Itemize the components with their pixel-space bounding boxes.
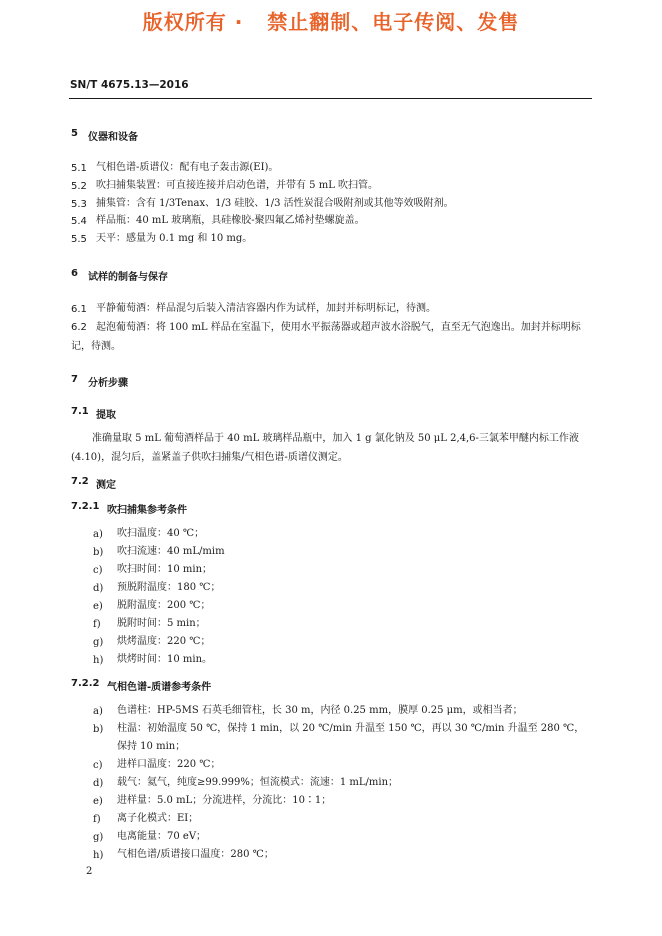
list-item: 烘烤时间：10 min。 xyxy=(117,654,213,665)
section-7-1-number: 7.1 xyxy=(71,406,89,417)
section-7-2-1-number: 7.2.1 xyxy=(71,501,100,512)
list-item: 进样量：5.0 mL；分流进样，分流比：10∶1； xyxy=(117,795,332,806)
section-7-2-number: 7.2 xyxy=(71,476,89,487)
list-label: h) xyxy=(93,850,104,861)
list-item: 离子化模式：EI； xyxy=(117,813,199,824)
item-number: 5.3 xyxy=(71,199,87,210)
list-label: a) xyxy=(93,706,103,717)
list-item: 吹扫时间：10 min； xyxy=(117,564,213,575)
list-label: b) xyxy=(93,547,104,558)
section-7-2-title: 测定 xyxy=(96,480,116,491)
list-label: c) xyxy=(93,760,103,771)
list-item: 吹扫流速：40 mL/mim xyxy=(117,546,225,557)
list-item: 进样口温度：220 ℃； xyxy=(117,759,221,770)
section-5-number: 5 xyxy=(71,128,78,139)
header-rule xyxy=(69,98,592,99)
list-item: 气相色谱/质谱接口温度：280 ℃； xyxy=(117,849,274,860)
item-number: 6.2 xyxy=(71,322,87,333)
section-5-title: 仪器和设备 xyxy=(88,132,138,143)
list-label: g) xyxy=(93,832,104,843)
list-item: 脱附时间：5 min； xyxy=(117,618,206,629)
list-item: 吹扫温度：40 ℃； xyxy=(117,528,205,539)
extraction-paragraph: 准确量取 5 mL 葡萄酒样品于 40 mL 玻璃样品瓶中，加入 1 g 氯化钠及 50 μL 2,4,6-三氯苯甲醚内标工作液(4.10)，混匀后，盖紧盖子供吹扫捕集/气相色谱-质谱仪测定。 xyxy=(71,433,579,463)
item-number: 5.4 xyxy=(71,216,87,227)
item-text: 平静葡萄酒：样品混匀后装入清洁容器内作为试样，加封并标明标记，待测。 xyxy=(96,303,436,314)
list-label: d) xyxy=(93,583,104,594)
copyright-banner: 版权所有 · 禁止翻制、电子传阅、发售 xyxy=(142,10,520,34)
list-label: h) xyxy=(93,655,104,666)
list-item: 载气：氦气，纯度≥99.999%；恒流模式：流速：1 mL/min； xyxy=(117,777,399,788)
list-item: 柱温：初始温度 50 ℃，保持 1 min，以 20 ℃/min 升温至 150 ℃，再以 30 ℃/min 升温至 280 ℃，保持 10 min； xyxy=(117,723,585,752)
item-text: 样品瓶：40 mL 玻璃瓶，具硅橡胶-聚四氟乙烯衬垫螺旋盖。 xyxy=(96,215,365,226)
list-label: e) xyxy=(93,796,103,807)
section-6-number: 6 xyxy=(71,268,78,279)
item-number: 5.1 xyxy=(71,163,87,174)
section-6-title: 试样的制备与保存 xyxy=(88,272,168,283)
list-item: 色谱柱：HP-5MS 石英毛细管柱，长 30 m，内径 0.25 mm，膜厚 0.25 μm，或相当者； xyxy=(117,705,523,716)
list-label: c) xyxy=(93,565,103,576)
list-label: b) xyxy=(93,724,104,735)
page-number: 2 xyxy=(86,866,93,877)
list-item: 电离能量：70 eV； xyxy=(117,831,207,842)
list-label: e) xyxy=(93,601,103,612)
item-number: 6.1 xyxy=(71,304,87,315)
list-item: 脱附温度：200 ℃； xyxy=(117,600,211,611)
list-label: a) xyxy=(93,529,103,540)
list-item: 预脱附温度：180 ℃； xyxy=(117,582,221,593)
item-text: 天平：感量为 0.1 mg 和 10 mg。 xyxy=(96,233,253,244)
item-text: 吹扫捕集装置：可直接连接并启动色谱，并带有 5 mL 吹扫管。 xyxy=(96,180,379,191)
item-text: 捕集管：含有 1/3Tenax、1/3 硅胶、1/3 活性炭混合吸附剂或其他等效吸附剂。 xyxy=(96,198,454,209)
list-label: f) xyxy=(93,814,101,825)
section-7-title: 分析步骤 xyxy=(88,378,128,389)
section-7-1-title: 提取 xyxy=(96,410,116,421)
standard-number: SN/T 4675.13—2016 xyxy=(70,79,189,91)
list-item: 烘烤温度：220 ℃； xyxy=(117,636,211,647)
list-label: g) xyxy=(93,637,104,648)
list-label: f) xyxy=(93,619,101,630)
item-number: 5.5 xyxy=(71,234,87,245)
section-7-2-2-number: 7.2.2 xyxy=(71,678,100,689)
item-text: 气相色谱-质谱仪：配有电子轰击源(EI)。 xyxy=(96,162,279,173)
section-7-number: 7 xyxy=(71,374,78,385)
list-label: d) xyxy=(93,778,104,789)
section-7-2-1-title: 吹扫捕集参考条件 xyxy=(107,505,187,516)
section-7-2-2-title: 气相色谱-质谱参考条件 xyxy=(107,682,212,693)
item-number: 5.2 xyxy=(71,181,87,192)
item-text: 起泡葡萄酒：将 100 mL 样品在室温下，使用水平振荡器或超声波水浴脱气，直至无气泡逸出。加封并标明标记，待测。 xyxy=(71,322,581,352)
